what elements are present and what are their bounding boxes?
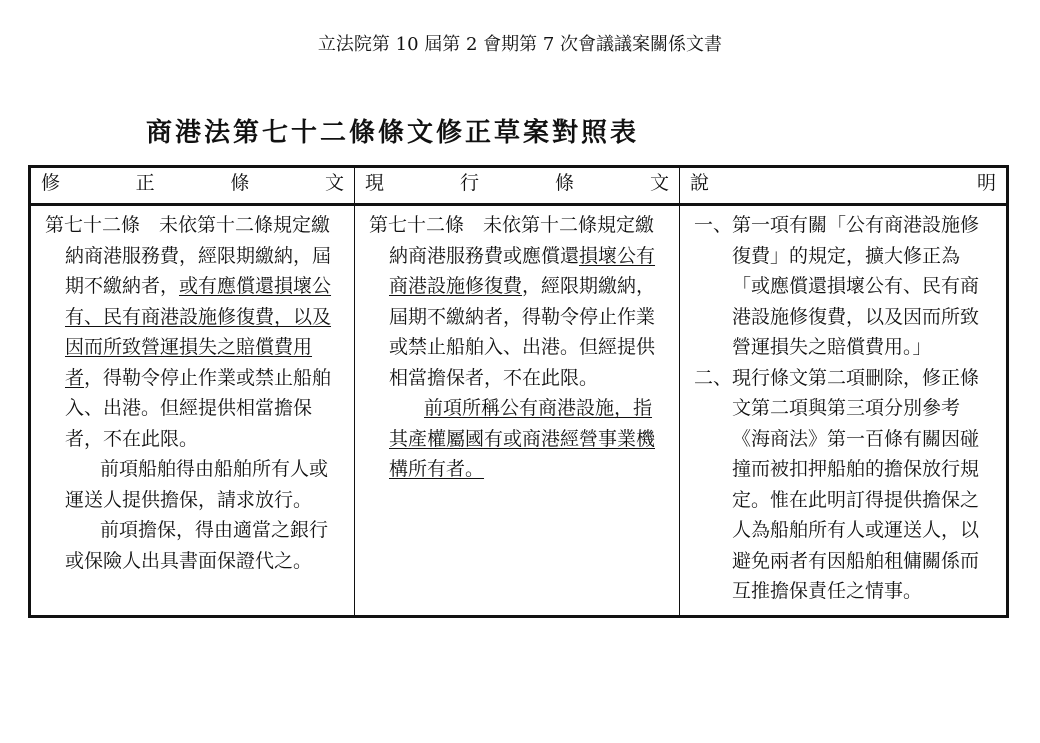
amended-p1-text: 第七十二條 未依第十二條規定繳納商港服務費，經限期繳納，屆期不繳納者， bbox=[45, 214, 332, 297]
header-char: 行 bbox=[459, 172, 479, 194]
header-current bbox=[355, 167, 680, 205]
header-char: 現 bbox=[365, 172, 385, 194]
document-header: 立法院第 10 屆第 2 會期第 7 次會議議案關係文書 bbox=[317, 34, 723, 55]
table-header-row bbox=[30, 167, 1008, 205]
explanation-item-1: 一、第一項有關「公有商港設施修復費」的規定，擴大修正為「或應償還損壞公有、民有商港設施修復費，以及因而所致營運損失之賠償費用。」 bbox=[694, 214, 980, 358]
table-row bbox=[30, 205, 1008, 617]
amended-p1-underlined: 或有應償還損壞公有、民有商港設施修復費，以及因而所致營運損失之賠償費用者 bbox=[65, 275, 332, 389]
amended-p1-text-end: ，得勒令停止作業或禁止船舶入、出港。但經提供相當擔保者，不在此限。 bbox=[65, 366, 332, 450]
amended-paragraph-1 bbox=[45, 210, 344, 454]
header-char: 條 bbox=[230, 172, 250, 194]
current-paragraph-1 bbox=[369, 210, 669, 393]
current-p1-underlined: 損壞公有商港設施修復費 bbox=[389, 244, 656, 297]
header-char: 文 bbox=[324, 172, 344, 194]
header-char: 說 bbox=[690, 172, 710, 194]
current-paragraph-2 bbox=[369, 393, 669, 485]
amended-paragraph-3 bbox=[45, 515, 344, 576]
amended-article-cell bbox=[30, 205, 355, 617]
header-explanation bbox=[680, 167, 1008, 205]
header-char: 修 bbox=[41, 172, 61, 194]
header-char: 明 bbox=[976, 172, 996, 194]
current-p1-text: 第七十二條 未依第十二條規定繳納商港服務費或應償還 bbox=[369, 214, 655, 267]
header-amended bbox=[30, 167, 355, 205]
current-article-cell bbox=[355, 205, 680, 617]
amended-paragraph-2 bbox=[45, 454, 344, 515]
amended-p3-text: 前項擔保，得由適當之銀行或保險人出具書面保證代之。 bbox=[65, 519, 329, 572]
page-title: 商港法第七十二條條文修正草案對照表 bbox=[146, 118, 640, 148]
explanation-item-2: 二、現行條文第二項刪除，修正條文第二項與第三項分別參考《海商法》第一百條有關因碰撞而被扣押船舶的擔保放行規定。惟在此明訂得提供擔保之人為船舶所有人或運送人，以避免兩者有因船舶租傭關係而互推擔保責任之情事。 bbox=[694, 366, 980, 602]
amended-p2-text: 前項船舶得由船舶所有人或運送人提供擔保，請求放行。 bbox=[65, 458, 329, 511]
current-p1-text-end: ，經限期繳納，屆期不繳納者，得勒令停止作業或禁止船舶入、出港。但經提供相當擔保者，不在此限。 bbox=[389, 275, 656, 389]
header-char: 條 bbox=[554, 172, 574, 194]
current-p2-underlined: 前項所稱公有商港設施，指其產權屬國有或商港經營事業機構所有者。 bbox=[389, 397, 656, 480]
comparison-table bbox=[28, 165, 1009, 618]
header-char: 文 bbox=[649, 172, 669, 194]
header-char: 正 bbox=[135, 172, 155, 194]
explanation-cell bbox=[680, 205, 1008, 617]
